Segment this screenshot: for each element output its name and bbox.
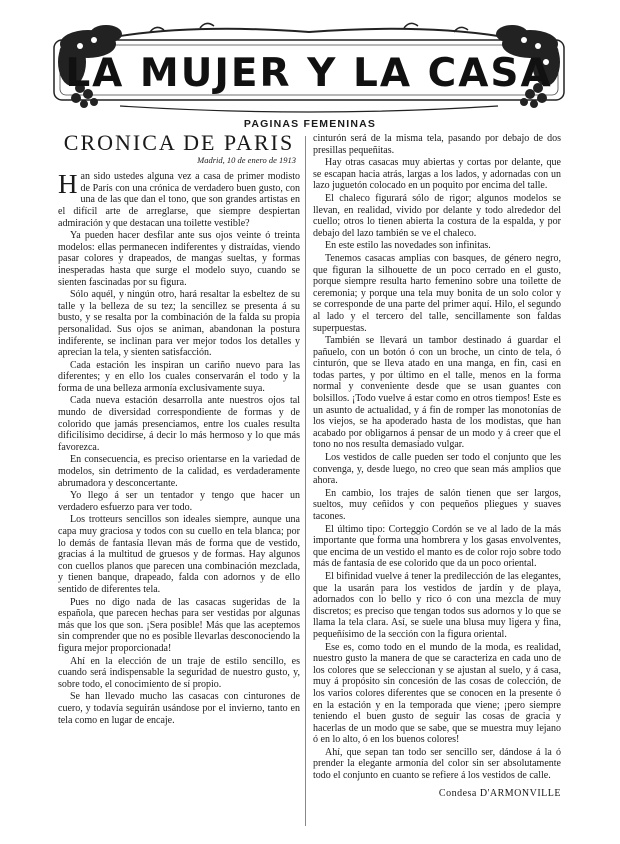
article-headline: CRONICA DE PARIS xyxy=(63,130,295,155)
article-paragraph: Han sido ustedes alguna vez a casa de primer modisto de París con una crónica de verdadero buen gusto, con una de las que dan el tono, que son grandes artistas en el difícil arte de arreglarse, que siempre despiertan admiración y que destacan una toilette vestible? xyxy=(58,169,300,229)
article-paragraph: Sólo aquél, y ningún otro, hará resaltar la esbeltez de su talle y la belleza de su tez; la sencillez se presenta á su busto, y se resalta por la combinación de la falda su propia personalidad. Sus ojos se animan, abandonan la postura indiferente, se inclinan para ver mejor todos los detalles y aprecian la tela, y sienten satisfacción. xyxy=(58,289,300,359)
article-paragraph: Hay otras casacas muy abiertas y cortas por delante, que se escapan hacia atrás, largas a los lados, y adornadas con un lazo juguetón colocado en un poquito por encima del talle. xyxy=(313,157,561,192)
article-dateline: Madrid, 10 de enero de 1913 xyxy=(197,154,296,165)
article-right-column xyxy=(313,133,561,799)
article-paragraph: Se han llevado mucho las casacas con cinturones de cuero, y todavía seguirán usándose por el invierno, tanto en tela como en lugar de encaje. xyxy=(58,691,300,726)
article-paragraph: Los vestidos de calle pueden ser todo el conjunto que les convenga, y, desde luego, no creo que sean más amplios que ahora. xyxy=(313,452,561,487)
article-paragraph: Ahí en la elección de un traje de estilo sencillo, es cuando será indispensable la seguridad de nuestro gusto, y, sobre todo, el conocimiento de sí propio. xyxy=(58,655,300,690)
article-paragraph: Yo llego á ser un tentador y tengo que hacer un verdadero esfuerzo para ver todo. xyxy=(58,490,300,513)
article-paragraph: Cada nueva estación desarrolla ante nuestros ojos tal mundo de diversidad correspondiente de formas y de colorido que jamás presenciamos, entre los cuales resulta dificilísimo decidirse, á decir lo más hermoso y lo que más favorezca. xyxy=(58,395,300,453)
article-left-column xyxy=(58,130,300,727)
article-signature: Condesa D'ARMONVILLE xyxy=(438,787,561,799)
article-paragraph: Ya pueden hacer desfilar ante sus ojos veinte ó treinta modelos: ellas permanecen indiferentes y distraídas, viendo pasar colores y drapeados, de mangas sueltas, y formas inesperadas hasta que surge el modelo suyo, cuando se sienten fascinadas por su figura. xyxy=(58,230,300,288)
article-paragraph: En cambio, los trajes de salón tienen que ser largos, sueltos, muy ceñidos y con pequeños pliegues y suaves tacones. xyxy=(313,487,561,522)
article-paragraph: El bifinidad vuelve á tener la predilección de las elegantes, que la usarán para los vestidos de jardín y de playa, adornados con lo bello y rico ó con una mezcla de muy discretos; es preciso que tengan todos sus adornos y lo que se llama la tela clara. Así, se suele una blusa muy ligera y fina, pequeñísimo de la sección con la figura oriental. xyxy=(313,570,561,640)
masthead xyxy=(50,22,568,114)
article-paragraph: Cada estación les inspiran un cariño nuevo para las diferentes; y en ello los cuales conservarán el todo y la forma de una belleza armonía exclusivamente suya. xyxy=(58,359,300,394)
article-paragraph: El último tipo: Corteggio Cordón se ve al lado de la más importante que forma una hombrera y los gasas envolventes, que encima de un vestido el manto es de color rojo sobre todo más de fantasía de ese colorido que da un poco oriental. xyxy=(313,523,561,570)
article-paragraph: En este estilo las novedades son infinitas. xyxy=(325,240,491,252)
column-divider xyxy=(305,136,306,826)
article-paragraph: Ahí, que sepan tan todo ser sencillo ser, dándose á la ó prender la elegante armonía del color sin ser absolutamente todo el conjunto en cuanto se refiere á los vestidos de calle. xyxy=(313,746,561,782)
section-label: PAGINAS FEMENINAS xyxy=(243,118,377,130)
article-paragraph: Ese es, como todo en el mundo de la moda, es realidad, nuestro gusto la manera de que se caracteriza en cada uno de los colores que se seleccionan y se ajustan al suelo, y á casa, muy á propósito sin concesión de las cosas de colección, de los varios colores diferentes que se conocen en la presente ó en la estación y en la temporada que viene; ¡pero siempre teniendo el buen gusto de seguir las cosas de gracia y hacerlas de un modo que se sabe, que se muestra muy lejano ó en lo alto, ó en los buenos colores! xyxy=(313,641,561,746)
drop-cap: H xyxy=(58,169,78,200)
article-paragraph: Pues no digo nada de las casacas sugeridas de la española, que parecen hechas para ser vestidas por algunas más que los que son. ¡Sera posible! Más que las aceptemos sin comprender que no es posible llevarlas desconociendo la figura mejor proporcionada! xyxy=(58,596,300,654)
article-paragraph: cinturón será de la misma tela, pasando por debajo de dos presillas pequeñitas. xyxy=(313,133,561,156)
article-paragraph: Los trotteurs sencillos son ideales siempre, aunque una capa muy graciosa y todos con su cuello en tela blanca; por lo demás de fantasía llevan más de forma que de vestido, gracias á la multitud de gruesos y de formas. Hay algunos con cuellos planos que parecen una combinación mezclada, y tienen banque, drapeado, falda con adornos y de ello sentido de diferentes tela. xyxy=(58,514,300,595)
article-paragraph: En consecuencia, es preciso orientarse en la variedad de modelos, sin detrimento de la calidad, es verdaderamente abrumadora y desconcertante. xyxy=(58,454,300,489)
masthead-title: LA MUJER Y LA CASA xyxy=(65,51,553,96)
article-paragraph: También se llevará un tambor destinado á guardar el pañuelo, con un botón ó con un broche, un cinto de tela, ó cinturón, que se lleva atado en una manga, en fin, casi en todas partes, y por último en el talle, menos en la forma normal y conveniente desde que se usan guantes con bolsillos. ¡Todo vuelve á estar como en otros tiempos! Este es un asunto de actualidad, y á fin de romper las monotonías de los viejos, se ha apoderado hasta de los modistas, que han acabado por obligarnos á pensar de un modo y á creer que el tono no nos resulta demasiado vulgar. xyxy=(313,335,561,451)
article-paragraph: Tenemos casacas amplias con basques, de género negro, que figuran la silhouette de un poco cerrado en el gusto, porque siempre resulta harto femenino sobre una toilette de ceremonia; y porque una tela muy bonita de un solo color y se corresponde de una parte del primer aquí. Hilo, el segundo al lado y el tercero del talle, sencillamente son faldas superpuestas. xyxy=(313,252,561,334)
article-paragraph: El chaleco figurará sólo de rigor; algunos modelos se llevan, en realidad, vivido por delante y todo alrededor del cuello; otros lo tienen abierta la costura de la espalda, y por debajo del lazo también se ve el chaleco. xyxy=(313,192,561,239)
